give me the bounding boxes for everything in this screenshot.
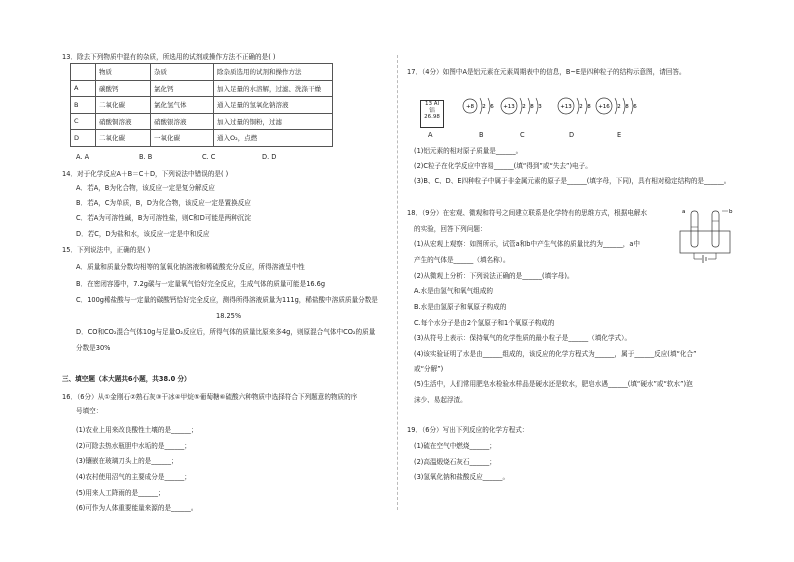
q16-item: (3)镶嵌在玻璃刀头上的是______； bbox=[76, 457, 178, 465]
q18-line: 的实验，回答下列问题： bbox=[414, 225, 487, 233]
q14-option-d: D．若C，D为盐和水，该反应一定是中和反应 bbox=[76, 230, 210, 238]
table-cell: 除杂质选用的试剂和操作方法 bbox=[214, 64, 333, 81]
q13-option-d: D. D bbox=[262, 153, 277, 161]
electrolysis-apparatus bbox=[676, 205, 734, 265]
q15-option-d: D．CO和CO₂混合气体10g与足量O₂反应后，所得气体的质量比原来多4g，则原混合气体中CO₂的质量 bbox=[76, 328, 376, 336]
q19-item: (3)氢氧化钠和盐酸反应______。 bbox=[414, 473, 510, 481]
tube-label-a: a bbox=[682, 209, 686, 215]
table-row bbox=[71, 97, 333, 114]
table-cell: 氯化钙 bbox=[151, 80, 214, 97]
table-header-row bbox=[71, 64, 333, 81]
atom-diagram-b bbox=[460, 94, 500, 118]
diagram-label: C bbox=[520, 131, 525, 139]
shell-count: 2 bbox=[617, 104, 621, 110]
q18-line: B.水是由氢原子和氧原子构成的 bbox=[414, 303, 507, 311]
q16-stem-cont: 号填空： bbox=[76, 407, 103, 415]
q18-line: C.每个水分子是由2个氢原子和1个氧原子构成的 bbox=[414, 319, 555, 327]
q15-option-d-cont: 分数是30% bbox=[76, 344, 111, 352]
q15-option-c-cont: 18.25% bbox=[216, 312, 242, 320]
table-cell: 硝酸银溶液 bbox=[151, 113, 214, 130]
q18-line: 沫少、易起浮渣。 bbox=[414, 396, 467, 404]
q13-option-c: C. C bbox=[202, 153, 216, 161]
table-cell bbox=[71, 64, 96, 81]
q17-item: (3)B、C、D、E四种粒子中属于非金属元素的原子是______(填字母，下同)，具有相对稳定结构的是______。 bbox=[414, 177, 731, 185]
table-row bbox=[71, 80, 333, 97]
table-cell: 物质 bbox=[96, 64, 151, 81]
table-cell: D bbox=[71, 130, 96, 147]
table-cell: 杂质 bbox=[151, 64, 214, 81]
q18-line: 或“分解”) bbox=[414, 365, 444, 373]
q16-item: (5)用来人工降雨的是______； bbox=[76, 489, 165, 497]
shell-count: 2 bbox=[482, 104, 486, 110]
q13-stem: 13．除去下列物质中混有的杂质，所选用的试剂或操作方法不正确的是( ) bbox=[62, 53, 276, 61]
table-cell: 硝酸铜溶液 bbox=[96, 113, 151, 130]
q15-option-c: C．100g稀盐酸与一定量的碳酸钙恰好完全反应，测得所得溶液质量为111g，稀盐酸中溶质质量分数是 bbox=[76, 296, 378, 304]
table-row bbox=[71, 113, 333, 130]
shell-count: 8 bbox=[625, 104, 629, 110]
q18-line: (5)生活中，人们常用肥皂水检验水样品是硬水还是软水，肥皂水遇______(填“硬水”或“软水”)泡 bbox=[414, 380, 693, 388]
diagram-label: D bbox=[569, 131, 575, 139]
q13-option-a: A. A bbox=[76, 153, 90, 161]
q18-line: A.水是由氢气和氧气组成的 bbox=[414, 287, 494, 295]
nucleus-charge: +13 bbox=[560, 104, 572, 110]
shell-count: 3 bbox=[538, 104, 542, 110]
q14-option-a: A．若A，B为化合物，该反应一定是复分解反应 bbox=[76, 184, 215, 192]
q14-option-c: C．若A为可溶性碱，B为可溶性盐，则C和D可能是两种沉淀 bbox=[76, 214, 251, 222]
nucleus-charge: +16 bbox=[598, 104, 610, 110]
shell-count: 8 bbox=[530, 104, 534, 110]
tube-label-b: b bbox=[729, 209, 733, 215]
atom-diagram-d bbox=[555, 94, 595, 118]
shell-count: 2 bbox=[522, 104, 526, 110]
column-divider bbox=[397, 55, 398, 510]
table-cell: 通入足量的氢氧化钠溶液 bbox=[214, 97, 333, 114]
periodic-table-cell bbox=[420, 100, 444, 128]
shell-count: 2 bbox=[579, 104, 583, 110]
table-cell: 氯化氢气体 bbox=[151, 97, 214, 114]
q15-stem: 15．下列说法中，正确的是( ) bbox=[62, 246, 151, 254]
diagram-label: B bbox=[479, 131, 484, 139]
q19-stem: 19．（6分）写出下列反应的化学方程式： bbox=[407, 426, 529, 434]
q14-option-b: B．若A，C为单质，B，D为化合物，该反应一定是置换反应 bbox=[76, 199, 251, 207]
shell-count: 6 bbox=[490, 104, 494, 110]
q19-item: (2)高温煅烧石灰石______； bbox=[414, 458, 496, 466]
nucleus-charge: +8 bbox=[465, 104, 475, 110]
q13-option-b: B. B bbox=[139, 153, 153, 161]
table-row bbox=[71, 130, 333, 147]
q16-item: (6)可作为人体重要能量来源的是______。 bbox=[76, 504, 198, 512]
table-cell: 加入过量的铜粉，过滤 bbox=[214, 113, 333, 130]
table-cell: B bbox=[71, 97, 96, 114]
q15-option-b: B．在密闭容器中，7.2g碳与一定量氧气恰好完全反应，生成气体的质量可能是16.6g bbox=[76, 280, 326, 288]
element-symbol: Al bbox=[433, 101, 440, 107]
shell-count: 8 bbox=[587, 104, 591, 110]
table-cell: 通入O₂，点燃 bbox=[214, 130, 333, 147]
q18-line: (1)从宏观上观察：如图所示，试管a和b中产生气体的质量比约为______，a中 bbox=[414, 240, 641, 248]
q16-item: (4)农村使用沼气的主要成分是______； bbox=[76, 473, 191, 481]
diagram-label: E bbox=[617, 131, 622, 139]
q18-line: 产生的气体是______（填名称）。 bbox=[414, 256, 510, 264]
atom-diagram-c bbox=[498, 94, 548, 118]
atomic-number: 13 bbox=[424, 101, 432, 107]
section-heading: 三、填空题（本大题共6小题，共38.0 分） bbox=[62, 375, 191, 383]
table-cell: 一氧化碳 bbox=[151, 130, 214, 147]
table-cell: A bbox=[71, 80, 96, 97]
q16-item: (2)可除去热水瓶胆中水垢的是______； bbox=[76, 442, 191, 450]
q14-stem: 14．对于化学反应A＋B＝C＋D，下列说法中错误的是( ) bbox=[62, 170, 229, 178]
q17-item: (1)铝元素的相对原子质量是______。 bbox=[414, 147, 523, 155]
table-cell: 碳酸钙 bbox=[96, 80, 151, 97]
q17-item: (2)C粒子在化学反应中容易______(填“得到”或“失去”)电子。 bbox=[414, 162, 592, 170]
q18-stem: 18．（9分）在宏观、微观和符号之间建立联系是化学特有的思维方式，根据电解水 bbox=[407, 209, 648, 217]
table-cell: 二氧化碳 bbox=[96, 97, 151, 114]
q16-stem: 16．（6分）从①金刚石②熟石灰③干冰④甲烷⑤葡萄糖⑥硫酸六种物质中选择符合下列题意的物质的序 bbox=[62, 393, 358, 401]
atom-diagram-e bbox=[593, 94, 643, 118]
q18-line: (3)从符号上表示：保持氧气的化学性质的最小粒子是______（填化学式）。 bbox=[414, 334, 632, 342]
q17-stem: 17．（4分）如图中A是铝元素在元素周期表中的信息，B~E是四种粒子的结构示意图，请回答。 bbox=[407, 68, 686, 76]
shell-count: 6 bbox=[633, 104, 637, 110]
q15-option-a: A．质量和质量分数均相等的氢氧化钠溶液和稀硫酸充分反应，所得溶液呈中性 bbox=[76, 263, 305, 271]
atomic-mass: 26.98 bbox=[424, 114, 440, 120]
element-name: 铝 bbox=[429, 107, 435, 114]
nucleus-charge: +13 bbox=[503, 104, 515, 110]
table-cell: C bbox=[71, 113, 96, 130]
q19-item: (1)硫在空气中燃烧______； bbox=[414, 442, 496, 450]
diagram-label: A bbox=[428, 131, 433, 139]
table-cell: 加入足量的水溶解，过滤、洗涤干燥 bbox=[214, 80, 333, 97]
table-cell: 二氧化碳 bbox=[96, 130, 151, 147]
q18-line: (4)该实验证明了水是由______组成的，该反应的化学方程式为______，属于______反应(填“化合” bbox=[414, 350, 697, 358]
q18-line: (2)从微观上分析：下列说法正确的是______(填字母)。 bbox=[414, 272, 574, 280]
q16-item: (1)农业上用来改良酸性土壤的是______； bbox=[76, 426, 198, 434]
q13-table bbox=[70, 63, 333, 147]
